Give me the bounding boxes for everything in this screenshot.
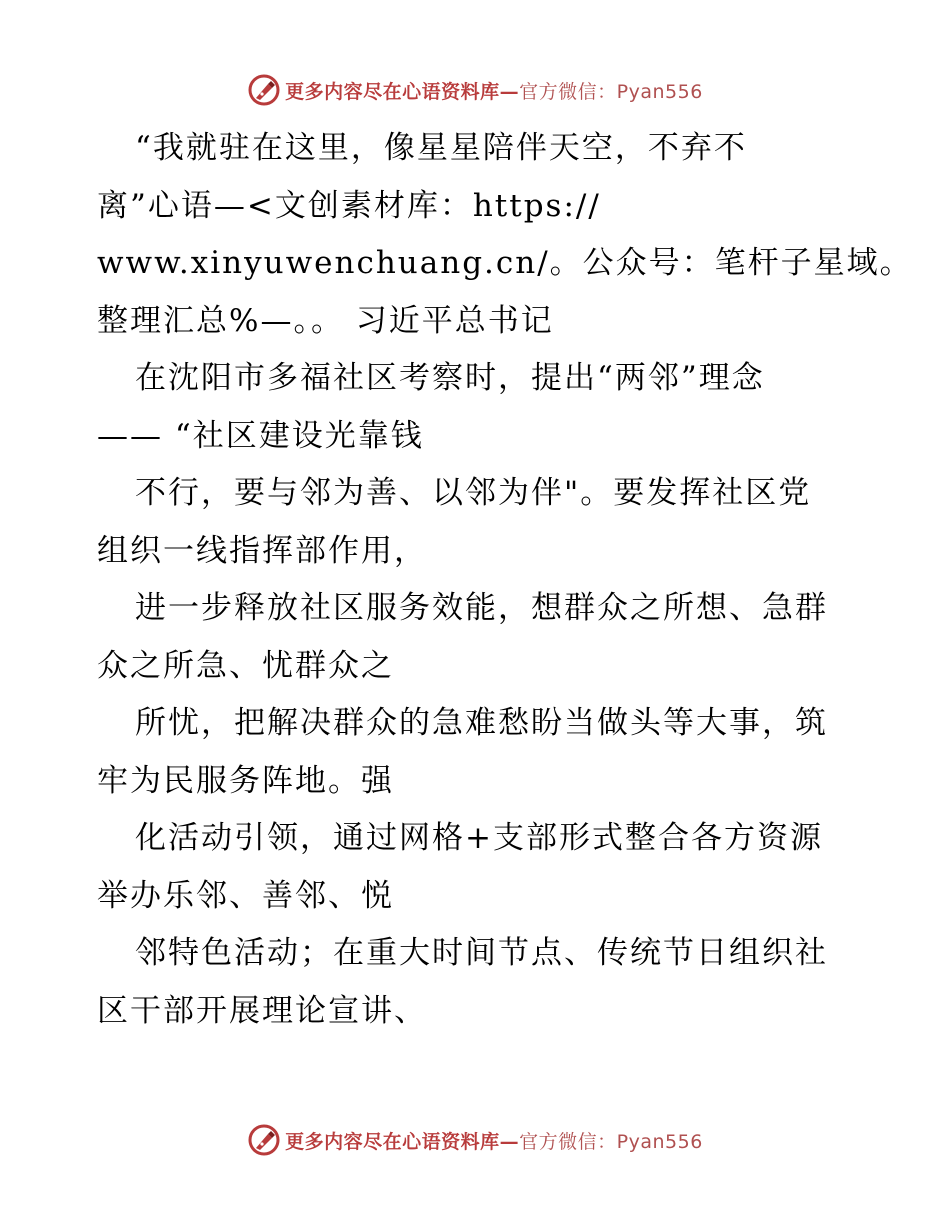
body-line: www.xinyuwenchuang.cn/。公众号：笔杆子星域。 (97, 245, 913, 281)
body-line: “我就驻在这里，像星星陪伴天空，不弃不 (135, 130, 747, 166)
body-line: 牢为民服务阵地。强 (97, 762, 394, 799)
body-line: 区干部开展理论宣讲、 (97, 992, 427, 1029)
document-body (97, 120, 913, 1040)
body-line: 组织一线指挥部作用， (97, 532, 427, 569)
header-dash: — (499, 80, 520, 103)
footer-wechat-text: 官方微信：Pyan556 (519, 1130, 703, 1153)
body-line: 所忧，把解决群众的急难愁盼当做头等大事，筑 (135, 705, 828, 741)
footer-dash: — (499, 1130, 520, 1153)
header-banner (0, 70, 950, 110)
body-line: —— “社区建设光靠钱 (97, 417, 424, 454)
body-line: 举办乐邻、善邻、悦 (97, 877, 394, 914)
footer-banner (0, 1120, 950, 1160)
pen-nib-circle-icon (247, 73, 281, 107)
body-line: 在沈阳市多福社区考察时，提出“两邻”理念 (135, 360, 765, 396)
header-banner-text (285, 77, 703, 104)
body-line: 不行，要与邻为善、以邻为伴"。要发挥社区党 (135, 475, 812, 511)
footer-site-text: 更多内容尽在心语资料库 (285, 1130, 500, 1153)
body-line: 邻特色活动；在重大时间节点、传统节日组织社 (135, 935, 828, 971)
header-wechat-text: 官方微信：Pyan556 (519, 80, 703, 103)
body-line: 进一步释放社区服务效能，想群众之所想、急群 (135, 590, 828, 626)
body-line: 化活动引领，通过网格+支部形式整合各方资源 (135, 820, 823, 856)
body-line: 离”心语—<文创素材库：https:// (97, 187, 601, 224)
header-site-text: 更多内容尽在心语资料库 (285, 80, 500, 103)
body-line: 众之所急、忧群众之 (97, 647, 394, 684)
body-line: 整理汇总%—。。 习近平总书记 (97, 302, 554, 339)
footer-banner-text (285, 1127, 703, 1154)
pen-nib-circle-icon (247, 1123, 281, 1157)
